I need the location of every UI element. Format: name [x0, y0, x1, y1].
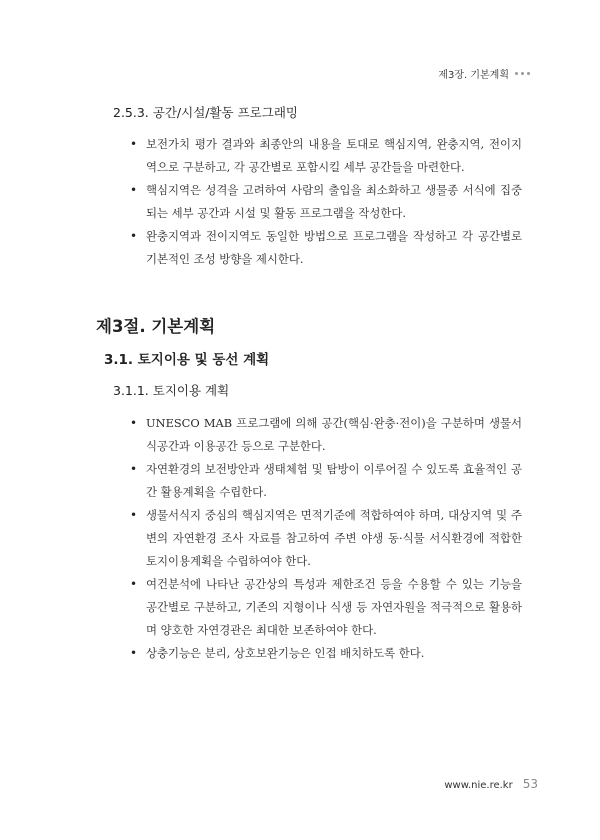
bullet-icon: •: [130, 229, 138, 243]
section-heading-3: 제3절. 기본계획: [96, 317, 216, 336]
list-item-text: UNESCO MAB 프로그램에 의해 공간(핵심·완충·전이)을 구분하며 생물서식공간과 이용공간 등으로 구분한다.: [146, 416, 522, 453]
ellipsis-dots-icon: [515, 72, 530, 75]
footer-url: www.nie.re.kr: [444, 780, 513, 791]
bullet-list-2-5-3: [130, 133, 522, 271]
section-heading-3-1-1: 3.1.1. 토지이용 계획: [113, 383, 230, 398]
bullet-list-3-1-1: [130, 412, 522, 665]
list-item-text: 핵심지역은 성격을 고려하여 사람의 출입을 최소화하고 생물종 서식에 집중되는 세부 공간과 시설 및 활동 프로그램을 작성한다.: [146, 183, 522, 220]
running-header: [438, 66, 530, 81]
list-item: [130, 225, 522, 271]
list-item: [130, 133, 522, 179]
bullet-icon: •: [130, 508, 138, 522]
list-item: [130, 642, 522, 665]
bullet-icon: •: [130, 646, 138, 660]
list-item: [130, 504, 522, 573]
list-item: [130, 458, 522, 504]
bullet-icon: •: [130, 137, 138, 151]
page-footer: [444, 777, 538, 791]
list-item-text: 여건분석에 나타난 공간상의 특성과 제한조건 등을 수용할 수 있는 기능을 공간별로 구분하고, 기존의 지형이나 식생 등 자연자원을 적극적으로 활용하며 양호한 자연경관은 최대한 보존하여야 한다.: [146, 577, 522, 637]
bullet-icon: •: [130, 462, 138, 476]
list-item-text: 자연환경의 보전방안과 생태체험 및 탐방이 이루어질 수 있도록 효율적인 공간 활용계획을 수립한다.: [146, 462, 522, 499]
bullet-icon: •: [130, 183, 138, 197]
list-item-text: 완충지역과 전이지역도 동일한 방법으로 프로그램을 작성하고 각 공간별로 기본적인 조성 방향을 제시한다.: [146, 229, 522, 266]
list-item-text: 생물서식지 중심의 핵심지역은 면적기준에 적합하여야 하며, 대상지역 및 주변의 자연환경 조사 자료를 참고하여 주변 야생 동·식물 서식환경에 적합한 토지이용계획을 수립하여야 한다.: [146, 508, 522, 568]
page-number: 53: [522, 777, 538, 791]
bullet-icon: •: [130, 577, 138, 591]
list-item: [130, 179, 522, 225]
section-heading-3-1: 3.1. 토지이용 및 동선 계획: [104, 352, 270, 368]
section-heading-2-5-3: 2.5.3. 공간/시설/활동 프로그래밍: [113, 105, 298, 120]
list-item-text: 상충기능은 분리, 상호보완기능은 인접 배치하도록 한다.: [146, 646, 425, 660]
chapter-title: 제3장. 기본계획: [438, 70, 509, 81]
list-item-text: 보전가치 평가 결과와 최종안의 내용을 토대로 핵심지역, 완충지역, 전이지역으로 구분하고, 각 공간별로 포함시킬 세부 공간들을 마련한다.: [146, 137, 522, 174]
list-item: [130, 573, 522, 642]
bullet-icon: •: [130, 416, 138, 430]
list-item: [130, 412, 522, 458]
